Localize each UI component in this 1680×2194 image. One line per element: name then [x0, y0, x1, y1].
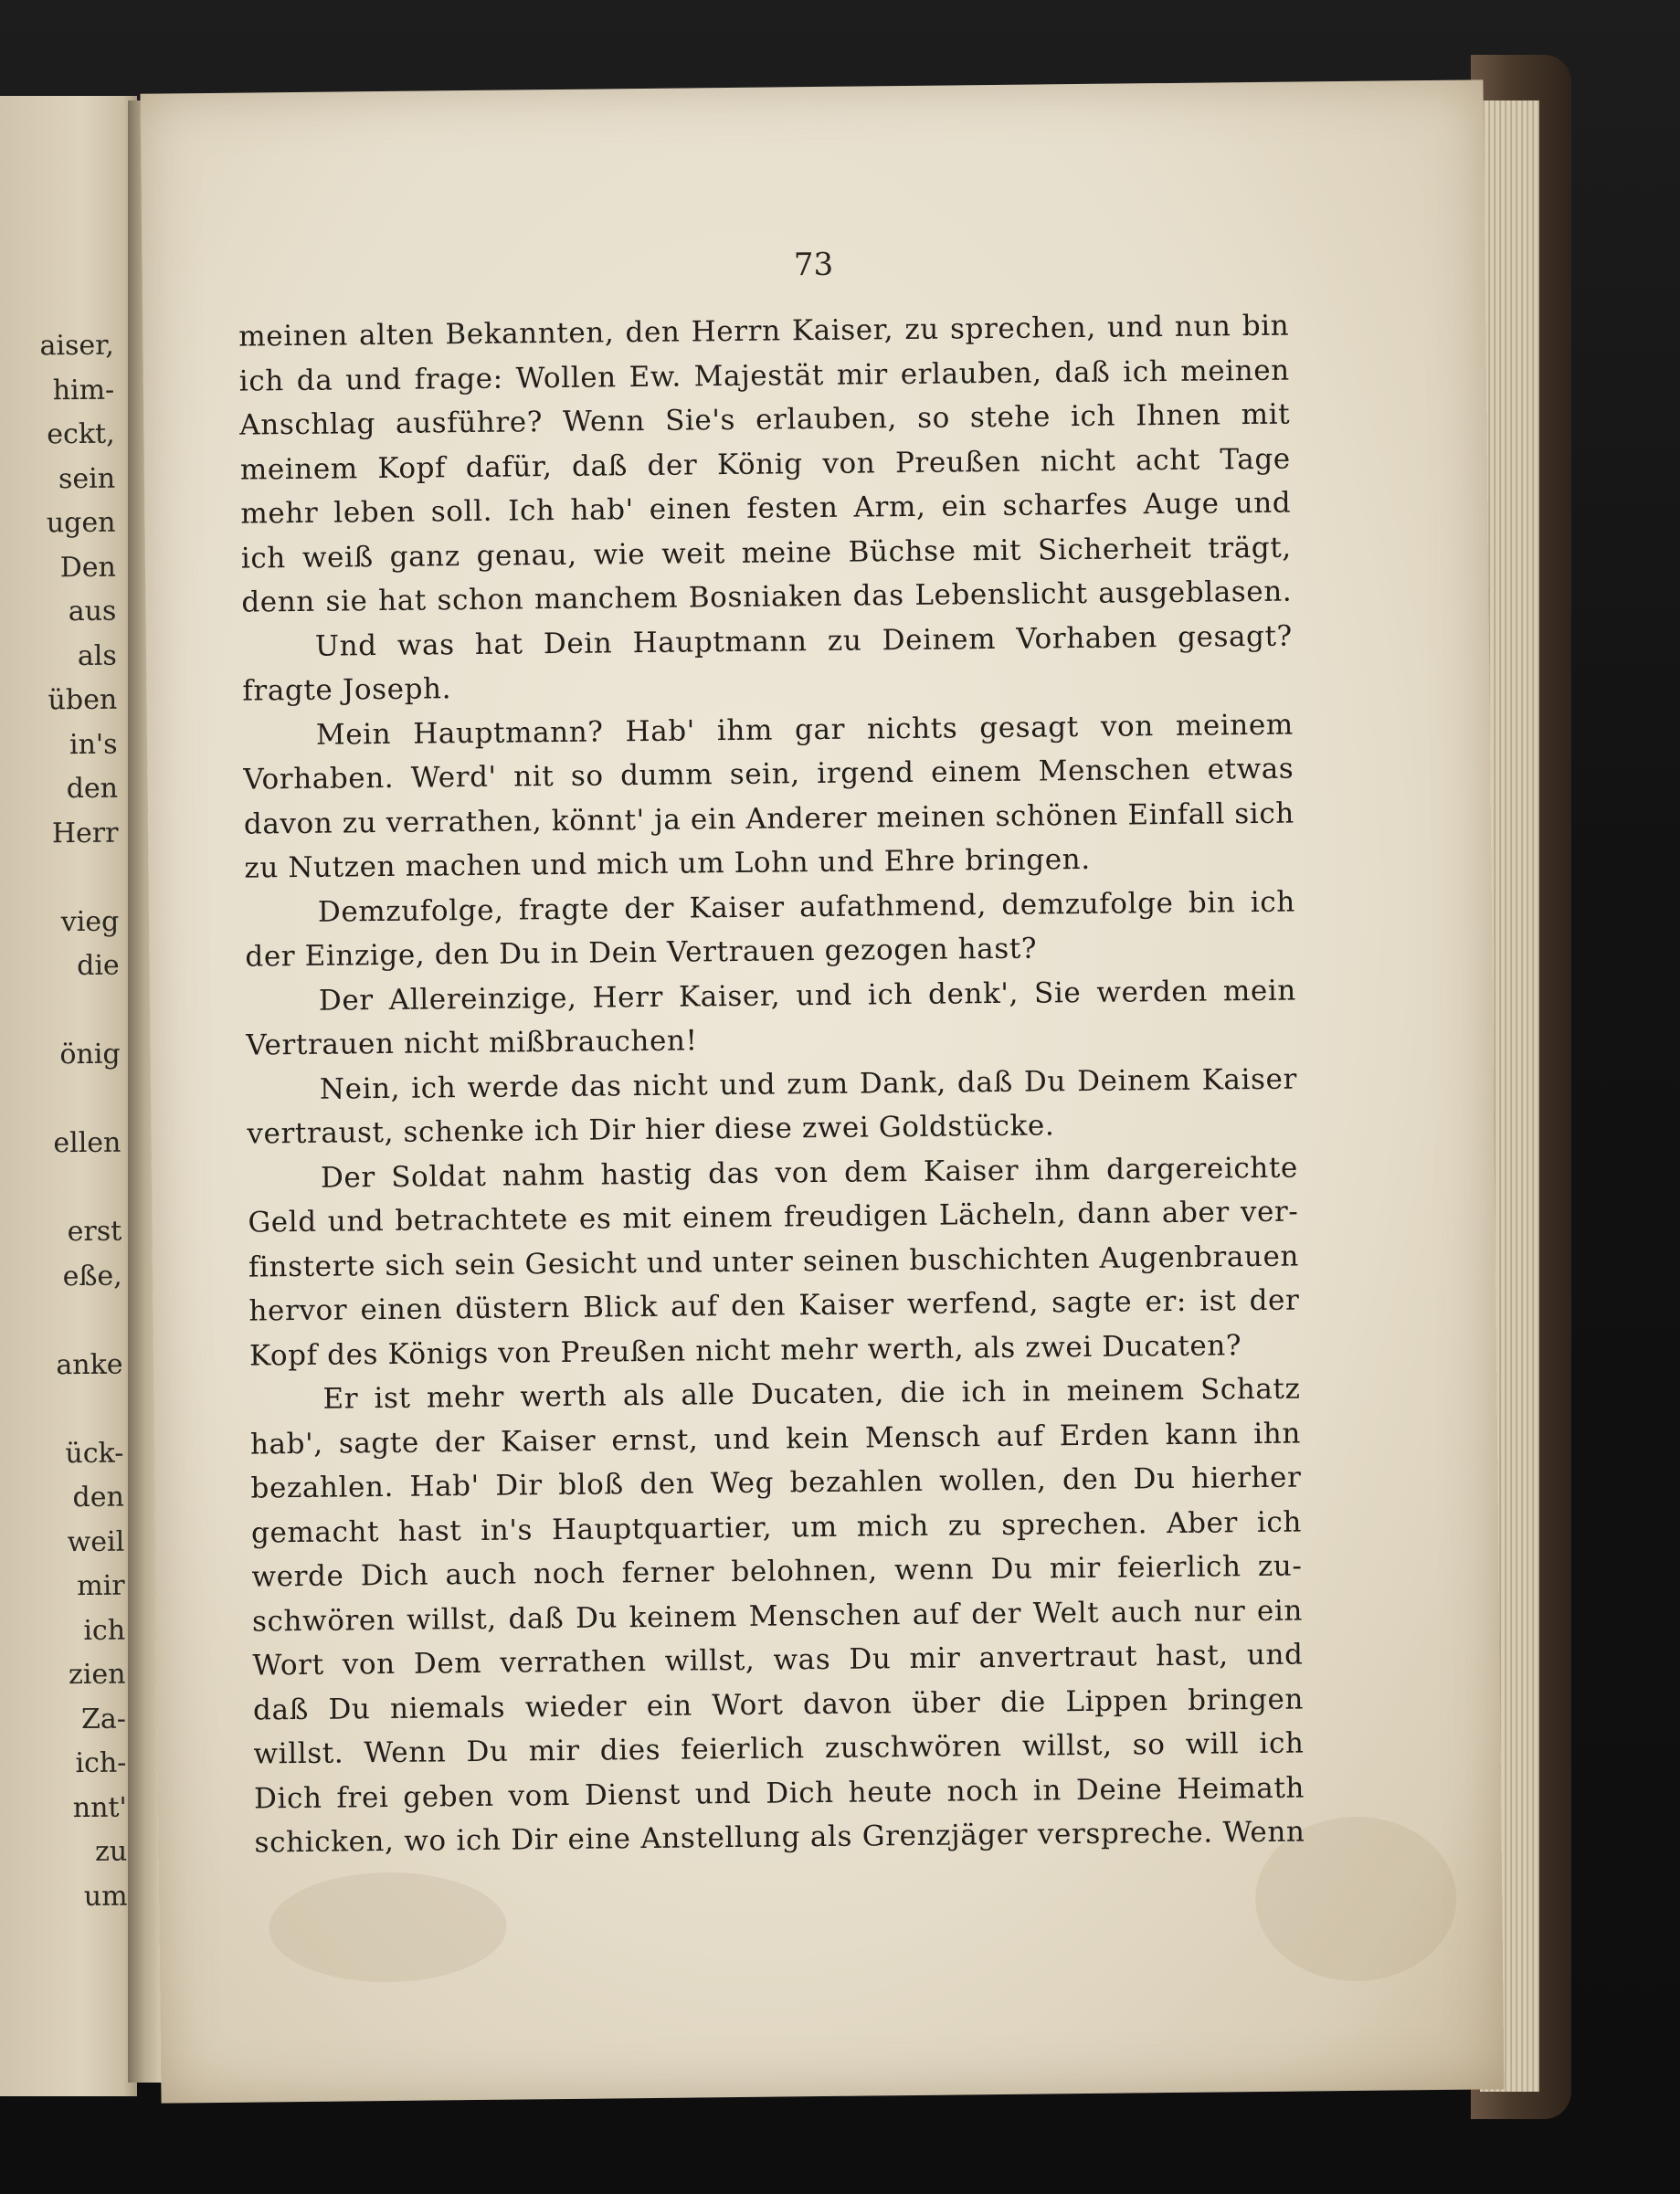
text-line: Kopf des Königs von Preußen nicht mehr werth, als zwei Ducaten? — [248, 1328, 1242, 1373]
text-line: finsterte sich sein Gesicht und unter seinen buschichten Augenbrauen — [248, 1239, 1300, 1284]
text-line: hervor einen düstern Blick auf den Kaiser werfend, sagte er: ist der — [248, 1283, 1300, 1328]
text-line: ich da und frage: Wollen Ew. Majestät mir erlauben, daß ich meinen — [238, 353, 1290, 398]
left-page-fragment: als — [77, 639, 117, 672]
left-page-fragment: aus — [68, 595, 117, 628]
text-line: Nein, ich werde das nicht und zum Dank, daß Du Deinem Kaiser — [319, 1062, 1298, 1106]
left-page-fragment — [47, 1166, 122, 1210]
left-page — [0, 96, 137, 2096]
left-page-fragment: anke — [56, 1348, 123, 1381]
left-page-fragment: Den — [59, 551, 116, 584]
text-line: meinen alten Bekannten, den Herrn Kaiser, zu sprechen, und nun bin — [238, 309, 1290, 353]
text-line: schwören willst, daß Du keinem Menschen auf der Welt auch nur ein — [251, 1594, 1304, 1639]
left-page-fragment: in's — [69, 728, 118, 761]
left-page-fragment: Za- — [80, 1703, 126, 1735]
left-page-fragment: vieg — [60, 905, 120, 938]
left-page-fragment: ellen — [53, 1126, 122, 1160]
text-line: meinem Kopf dafür, daß der König von Preußen nicht acht Tage — [239, 442, 1291, 487]
left-page-fragment: him- — [52, 374, 115, 406]
left-page-fragment — [44, 856, 119, 901]
left-page-text-fragments — [39, 324, 127, 1920]
text-line: werde Dich auch noch ferner belohnen, wenn Du mir feierlich zu- — [251, 1549, 1303, 1594]
left-page-fragment: zien — [68, 1658, 126, 1692]
left-page-fragment — [46, 988, 121, 1033]
left-page-fragment — [46, 1077, 121, 1122]
text-line: Wort von Dem verrathen willst, was Du mir anvertraut hast, und — [252, 1638, 1304, 1682]
left-page-fragment: ich- — [75, 1746, 127, 1780]
left-page-fragment: eckt, — [46, 417, 115, 451]
text-line: fragte Joseph. — [242, 672, 452, 708]
left-page-fragment: ück- — [65, 1437, 124, 1470]
left-page-fragment: ich — [82, 1614, 126, 1647]
text-line: der Einzige, den Du in Dein Vertrauen gezogen hast? — [245, 932, 1038, 974]
text-line: denn sie hat schon manchem Bosniaken das Lebenslicht ausgeblasen. — [241, 575, 1293, 619]
left-page-fragment: den — [66, 772, 118, 806]
text-line: Vorhaben. Werd' nit so dumm sein, irgend einem Menschen etwas — [243, 752, 1294, 796]
paper-stain — [269, 1872, 507, 1984]
text-line: Anschlag ausführe? Wenn Sie's erlauben, so stehe ich Ihnen mit — [239, 397, 1291, 442]
left-page-fragment: ugen — [46, 506, 116, 540]
left-page-fragment: eße, — [62, 1260, 122, 1292]
text-line: willst. Wenn Du mir dies feierlich zuschwören willst, so will ich — [253, 1726, 1305, 1771]
left-page-fragment: den — [72, 1481, 124, 1514]
left-page-fragment: zu — [94, 1835, 128, 1868]
text-line: Er ist mehr werth als alle Ducaten, die ich in meinem Schatz — [322, 1372, 1301, 1416]
text-line: ich weiß ganz genau, wie weit meine Büchse mit Sicherheit trägt, — [240, 531, 1292, 575]
text-line: Geld und betrachtete es mit einem freudigen Lächeln, dann aber ver- — [248, 1195, 1299, 1239]
text-line: gemacht hast in's Hauptquartier, um mich zu sprechen. Aber ich — [250, 1505, 1303, 1550]
text-line: Demzufolge, fragte der Kaiser aufathmend, demzufolge bin ich — [317, 885, 1296, 929]
left-page-fragment: mir — [76, 1569, 125, 1603]
text-line: Vertrauen nicht mißbrauchen! — [246, 1024, 698, 1062]
left-page-fragment: erst — [67, 1215, 122, 1249]
text-line: Der Soldat nahm hastig das von dem Kaiser ihm dargereichte — [320, 1151, 1299, 1195]
left-page-fragment — [48, 1387, 123, 1432]
left-page-fragment — [48, 1299, 122, 1344]
text-line: Dich frei geben vom Dienst und Dich heute noch in Deine Heimath — [253, 1771, 1305, 1816]
text-line: zu Nutzen machen und mich um Lohn und Ehre bringen. — [244, 842, 1091, 885]
text-line: mehr leben soll. Ich hab' einen festen Arm, ein scharfes Auge und — [240, 486, 1292, 531]
left-page-fragment: um — [83, 1880, 128, 1913]
left-page-fragment: aiser, — [39, 329, 114, 363]
text-line: daß Du niemals wieder ein Wort davon über die Lippen bringen — [252, 1682, 1305, 1727]
text-line: Und was hat Dein Hauptmann zu Deinem Vorhaben gesagt? — [314, 619, 1293, 663]
text-line: Der Allereinzige, Herr Kaiser, und ich denk', Sie werden mein — [318, 974, 1297, 1018]
text-line: davon zu verrathen, könnt' ja ein Anderer meinen schönen Einfall sich — [243, 796, 1295, 841]
left-page-fragment: weil — [67, 1525, 125, 1558]
left-page-fragment: sein — [58, 462, 116, 495]
left-page-fragment: önig — [59, 1038, 121, 1071]
body-text — [238, 304, 1305, 1865]
right-page — [141, 79, 1505, 2103]
text-line: Mein Hauptmann? Hab' ihm gar nichts gesagt von meinem — [315, 708, 1294, 752]
text-line: schicken, wo ich Dir eine Anstellung als Grenzjäger verspreche. Wenn — [254, 1815, 1305, 1860]
left-page-fragment: nnt' — [72, 1791, 127, 1824]
left-page-fragment: die — [76, 949, 120, 983]
left-page-fragment: üben — [48, 683, 118, 717]
page-number: 73 — [793, 246, 834, 284]
left-page-fragment: Herr — [51, 817, 119, 849]
text-line: bezahlen. Hab' Dir bloß den Weg bezahlen wollen, den Du hierher — [250, 1461, 1302, 1505]
text-line: hab', sagte der Kaiser ernst, und kein Mensch auf Erden kann ihn — [249, 1417, 1302, 1461]
text-line: vertraust, schenke ich Dir hier diese zwei Goldstücke. — [247, 1109, 1055, 1151]
